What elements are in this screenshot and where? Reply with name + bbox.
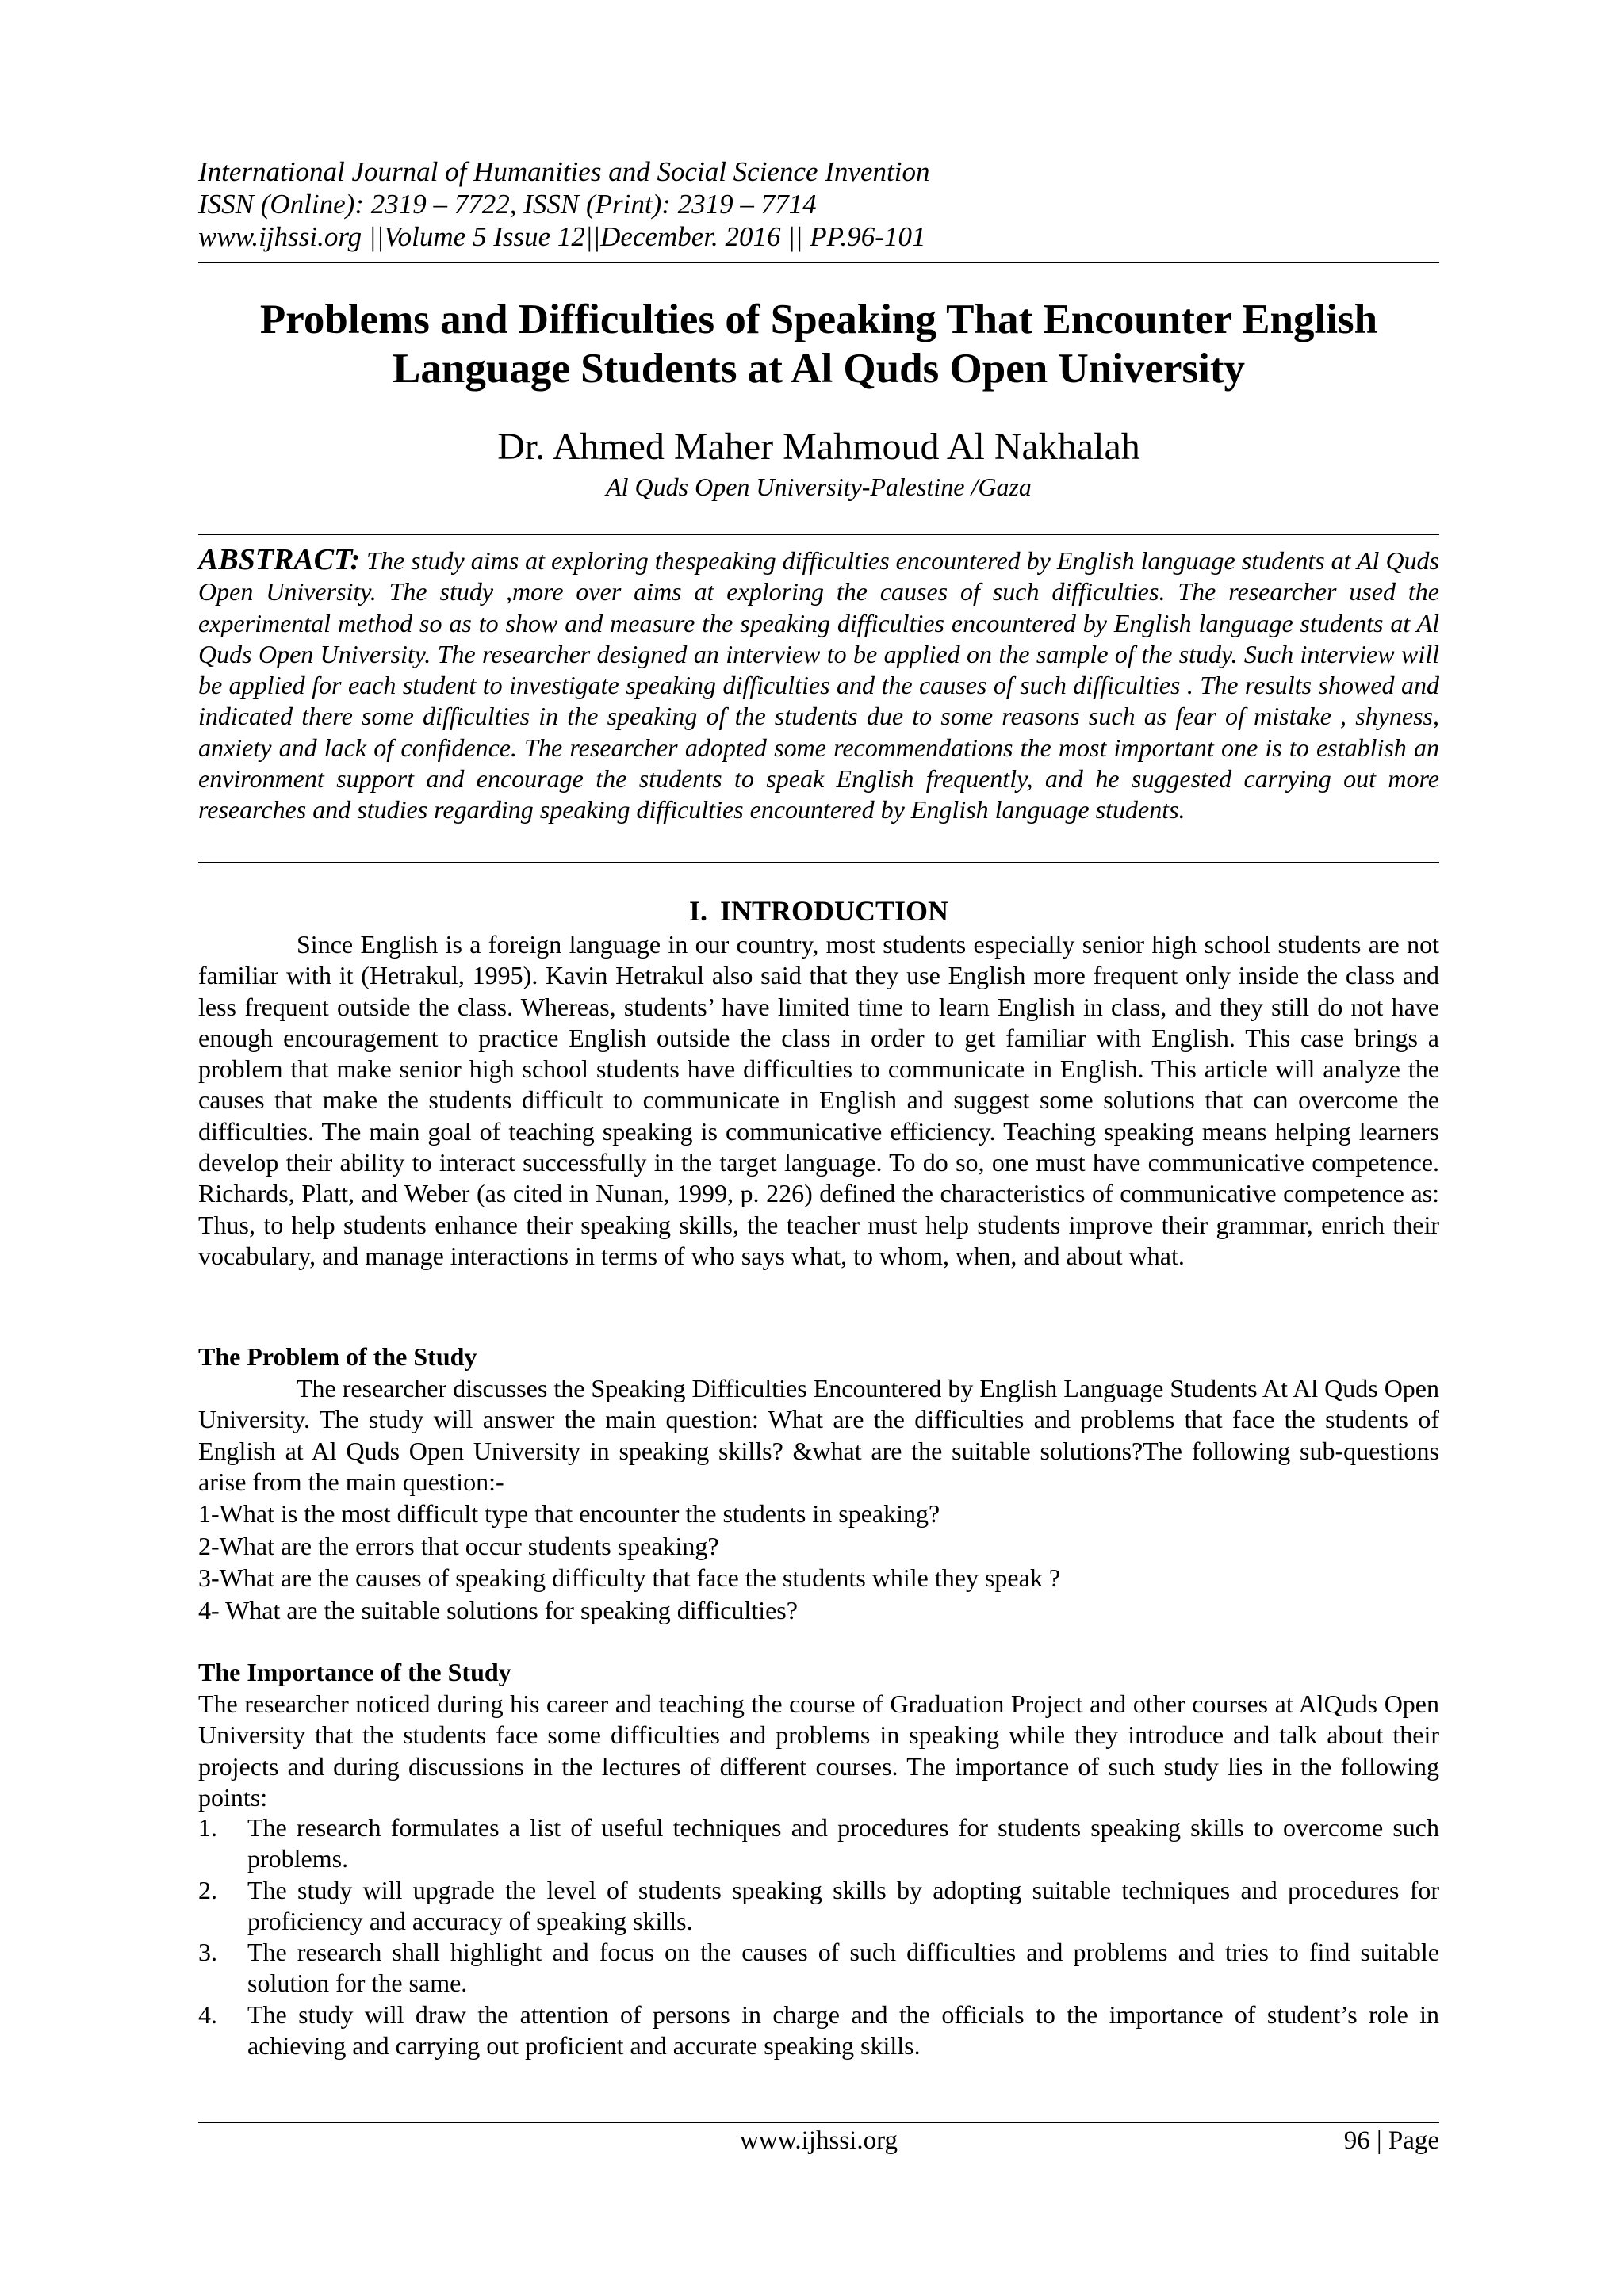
point-number: 3. [198,1938,217,1967]
point-text: The study will upgrade the level of students speaking skills by adopting suitable techniques and procedures for proficiency and accuracy of speaking skills. [247,1875,1439,1935]
author-affiliation: Al Quds Open University-Palestine /Gaza [606,473,1032,501]
footer-url: www.ijhssi.org [740,2126,898,2155]
research-questions [198,1498,1439,1626]
section-number: I. [688,895,707,927]
journal-volume: www.ijhssi.org ||Volume 5 Issue 12||December. 2016 || PP.96-101 [198,221,926,252]
importance-heading: The Importance of the Study [198,1658,511,1686]
header-rule [198,262,1439,263]
introduction-paragraph: Since English is a foreign language in our country, most students especially senior high school students are not familiar with it (Hetrakul, 1995). Kavin Hetrakul also said that they use English more frequent only inside the class and less frequent outside the class. Whereas, students’ have limited time to learn English in class, and they still do not have enough encouragement to practice English outside the class in order to get familiar with English. This case brings a problem that make senior high school students have difficulties to communicate in English. This article will analyze the causes that make the students difficult to communicate in English and suggest some solutions that can overcome the difficulties. The main goal of teaching speaking is communicative efficiency. Teaching speaking means helping learners develop their ability to interact successfully in the target language. To do so, one must have communicative competence. Richards, Platt, and Weber (as cited in Nunan, 1999, p. 226) defined the characteristics of communicative competence as: Thus, to help students enhance their speaking skills, the teacher must help students improve their grammar, enrich their vocabulary, and manage interactions in terms of who says what, to whom, when, and about what. [198,930,1439,1270]
research-question: 1-What is the most difficult type that encounter the students in speaking? [198,1499,940,1528]
author-name: Dr. Ahmed Maher Mahmoud Al Nakhalah [497,426,1140,468]
importance-point [198,1937,1439,1999]
importance-point [198,1999,1439,2062]
importance-point [198,1875,1439,1938]
importance-point [198,1812,1439,1875]
journal-issn: ISSN (Online): 2319 – 7722, ISSN (Print): 2319 – 7714 [198,189,817,220]
point-text: The study will draw the attention of persons in charge and the officials to the importance of student’s role in achieving and carrying out proficient and accurate speaking skills. [247,1999,1439,2061]
importance-points [198,1812,1439,2061]
problem-heading: The Problem of the Study [198,1342,477,1371]
point-text: The research shall highlight and focus on the causes of such difficulties and problems and tries to find suitable solution for the same. [247,1938,1439,1998]
research-question: 4- What are the suitable solutions for speaking difficulties? [198,1595,798,1624]
abstract-top-rule [198,534,1439,535]
point-number: 2. [198,1875,217,1904]
point-number: 1. [198,1813,217,1842]
section-heading-introduction [198,894,1439,928]
point-number: 4. [198,1999,217,2029]
point-text: The research formulates a list of useful techniques and procedures for students speaking skills to overcome such problems. [247,1813,1439,1873]
abstract-bottom-rule [198,862,1439,863]
problem-paragraph: The researcher discusses the Speaking Difficulties Encountered by English Language Students At Al Quds Open University. The study will answer the main question: What are the difficulties and problems that face the students of English at Al Quds Open University in speaking skills? &what are the suitable solutions?The following sub-questions arise from the main question:- [198,1374,1439,1496]
research-question: 3-What are the causes of speaking difficulty that face the students while they speak ? [198,1563,1061,1592]
footer-rule [198,2122,1439,2123]
paper-title [198,295,1439,393]
section-title: INTRODUCTION [719,895,949,927]
abstract-text: The study aims at exploring thespeaking difficulties encountered by English language students at Al Quds Open University. The study ,more over aims at exploring the causes of such difficulties. The researcher used the experimental method so as to show and measure the speaking difficulties encountered by English language students at Al Quds Open University. The researcher designed an interview to be applied on the sample of the study. Such interview will be applied for each student to investigate speaking difficulties and the causes of such difficulties . The results showed and indicated there some difficulties in the speaking of the students due to some reasons such as fear of mistake , shyness, anxiety and lack of confidence. The researcher adopted some recommendations the most important one is to establish an environment support and encourage the students to speak English frequently, and he suggested carrying out more researches and studies regarding speaking difficulties encountered by English language students. [198,546,1440,825]
abstract [198,545,1439,826]
importance-paragraph: The researcher noticed during his career and teaching the course of Graduation Project and other courses at AlQuds Open University that the students face some difficulties and problems in speaking while they introduce and talk about their projects and during discussions in the lectures of different courses. The importance of such study lies in the following points: [198,1689,1439,1812]
research-question: 2-What are the errors that occur students speaking? [198,1531,719,1560]
title-line-1: Problems and Difficulties of Speaking That Encounter English [259,297,1378,342]
page-number: 96 | Page [1343,2126,1439,2155]
title-line-2: Language Students at Al Quds Open University [393,346,1245,392]
journal-name: International Journal of Humanities and Social Science Invention [198,156,930,187]
abstract-label: ABSTRACT: [198,543,361,576]
journal-header [198,155,1439,253]
